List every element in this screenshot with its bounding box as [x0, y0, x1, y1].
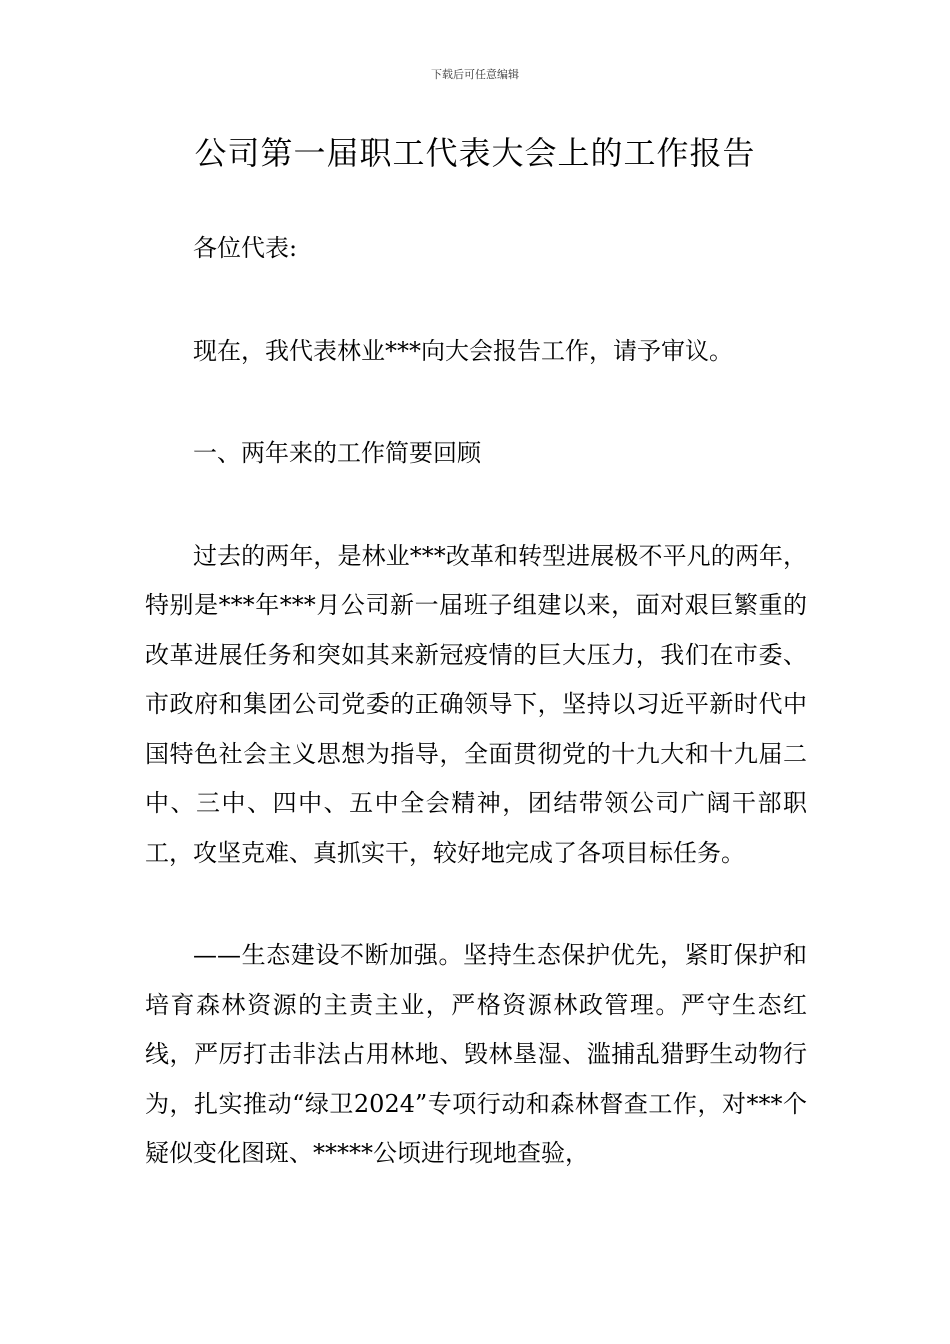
ecology-paragraph: ——生态建设不断加强。坚持生态保护优先，紧盯保护和培育森林资源的主责主业，严格资源林政管理。严守生态红线，严厉打击非法占用林地、毁林垦湿、滥捕乱猎野生动物行为，扎实推动“绿卫2024”专项行动和森林督查工作，对***个疑似变化图斑、*****公顷进行现地查验， [145, 941, 807, 1167]
review-paragraph: 过去的两年，是林业***改革和转型进展极不平凡的两年，特别是***年***月公司新一届班子组建以来，面对艰巨繁重的改革进展任务和突如其来新冠疫情的巨大压力，我们在市委、市政府和集团公司党委的正确领导下，坚持以习近平新时代中国特色社会主义思想为指导，全面贯彻党的十九大和十九届二中、三中、四中、五中全会精神，团结带领公司广阔干部职工，攻坚克难、真抓实干，较好地完成了各项目标任务。 [145, 541, 807, 867]
section-heading: 一、两年来的工作简要回顾 [193, 439, 481, 467]
document-body [145, 224, 807, 1179]
opening-paragraph: 现在，我代表林业***向大会报告工作，请予审议。 [193, 336, 733, 365]
document-title: 公司第一届职工代表大会上的工作报告 [194, 134, 756, 172]
salutation-paragraph: 各位代表: [193, 234, 298, 262]
header-note: 下载后可任意编辑 [431, 68, 519, 81]
